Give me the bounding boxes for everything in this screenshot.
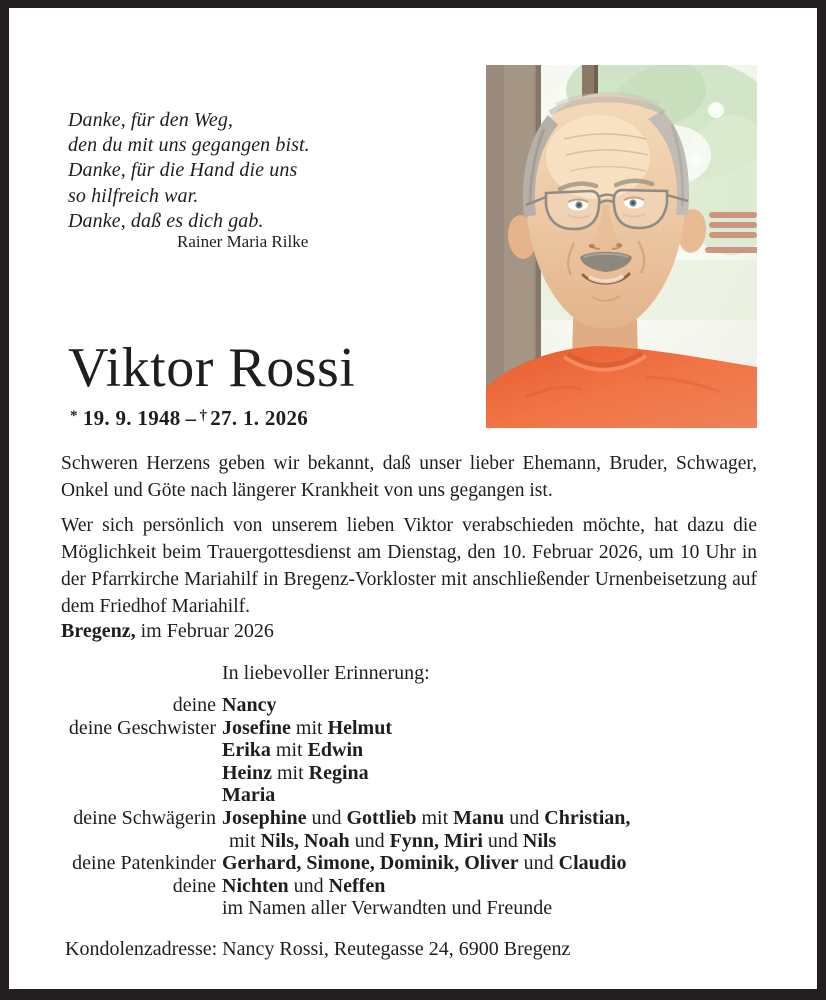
memoriam-row [9, 784, 799, 807]
condolence-address: Kondolenzadresse: Nancy Rossi, Reutegasse 24, 6900 Bregenz [65, 938, 571, 960]
memoriam-connector: und [306, 806, 347, 829]
memoriam-connector: und [518, 852, 559, 875]
memoriam-row-label: deine Geschwister [68, 716, 216, 739]
memoriam-connector: mit [229, 829, 261, 852]
memoriam-name: Neffen [328, 874, 386, 897]
portrait-photo [486, 65, 757, 428]
memoriam-connector: mit [290, 716, 328, 739]
quote-attribution: Rainer Maria Rilke [177, 232, 309, 251]
memoriam-row-names [222, 852, 626, 874]
dateline [61, 620, 274, 643]
memoriam-row [9, 807, 799, 830]
memoriam-row [9, 875, 799, 898]
memoriam-name: Christian, [544, 806, 631, 829]
memoriam-connector: mit [270, 739, 308, 762]
quote-line: Danke, daß es dich gab. [68, 209, 264, 232]
memoriam-row-names [222, 694, 276, 716]
memoriam-name: Fynn, Miri [389, 829, 483, 852]
memoriam-name: Nancy [222, 694, 277, 716]
death-symbol: † [199, 408, 208, 424]
memoriam-row-label: deine Patenkinder [72, 852, 216, 875]
memoriam-connector: im Namen aller Verwandten und Freunde [222, 897, 553, 920]
memoriam-name: Regina [308, 761, 369, 784]
memoriam-name: Helmut [327, 716, 392, 739]
memoriam-name: Gottlieb [346, 806, 417, 829]
memoriam-name: Gerhard, Simone, Dominik, Oliver [222, 852, 519, 875]
service-paragraph: Wer sich persönlich von unserem lieben Viktor verabschieden möchte, hat dazu die Möglichkeit beim Trauergottesdienst am Dienstag, den 10. Februar 2026, um 10 Uhr in der Pfarrkirche Mariahilf in Bregenz-Vorkloster mit anschließender Urnenbeisetzung auf dem Friedhof Mariahilf. [61, 515, 757, 617]
memoriam-row-label: deine [172, 874, 216, 897]
memoriam-row-label: deine [172, 694, 216, 716]
memoriam-row-names [222, 875, 385, 897]
quote-line: den du mit uns gegangen bist. [68, 134, 310, 157]
memoriam-row [9, 852, 799, 875]
memoriam-row-label: deine Schwägerin [73, 806, 216, 829]
portrait-photo-illustration [486, 65, 757, 428]
memoriam-name: Erika [222, 739, 271, 762]
memoriam-row-names [222, 762, 369, 784]
memoriam-name: Josefine [222, 716, 291, 739]
obituary-card [9, 8, 817, 989]
dateline-date: im Februar 2026 [140, 620, 274, 642]
memoriam-connector: mit [272, 761, 309, 784]
memoriam-name: Nils [522, 829, 557, 852]
memoriam-row [9, 694, 799, 717]
quote-line: so hilfreich war. [68, 184, 199, 207]
memoriam-row-names [222, 739, 363, 761]
quote-line: Danke, für die Hand die uns [68, 159, 298, 182]
memoriam-name: Claudio [558, 852, 627, 875]
memoriam-row-names [222, 807, 630, 829]
memoriam-connector: und [288, 874, 329, 897]
dateline-place: Bregenz, [61, 620, 136, 642]
memoriam-name: Maria [222, 784, 276, 807]
memoriam-name: Josephine [222, 806, 307, 829]
life-dates [70, 406, 308, 431]
memoriam-name: Heinz [222, 761, 272, 784]
deceased-name: Viktor Rossi [68, 337, 356, 399]
memoriam-row-names [222, 784, 275, 806]
memoriam-row-names [222, 717, 392, 739]
memoriam-name: Manu [453, 806, 505, 829]
memoriam-connector: und [504, 806, 545, 829]
memoriam-row-names [222, 830, 556, 852]
memoriam-name: Edwin [307, 739, 364, 762]
memoriam-row [9, 762, 799, 785]
memoriam-name: Nichten [222, 874, 289, 897]
death-date: 27. 1. 2026 [210, 406, 309, 430]
memoriam-name: Nils, Noah [260, 829, 350, 852]
dates-separator: – [185, 406, 197, 430]
memoriam-row [9, 739, 799, 762]
memoriam-row [9, 897, 799, 920]
quote-lines [68, 108, 310, 234]
memoriam-connector: mit [416, 806, 454, 829]
announcement-paragraph: Schweren Herzens geben wir bekannt, daß unser lieber Ehemann, Bruder, Schwager, Onkel und Göte nach längerer Krankheit von uns gegangen ist. [61, 453, 757, 501]
memoriam-rows [9, 694, 799, 920]
birth-date: 19. 9. 1948 [82, 406, 181, 430]
quote-line: Danke, für den Weg, [68, 109, 234, 131]
birth-symbol: * [70, 408, 78, 424]
memoriam-heading: In liebevoller Erinnerung: [222, 662, 430, 684]
memoriam-row-names [222, 897, 552, 919]
memoriam-row [9, 830, 799, 853]
memoriam-connector: und [482, 829, 523, 852]
memoriam-connector: und [349, 829, 390, 852]
memoriam-row [9, 717, 799, 740]
